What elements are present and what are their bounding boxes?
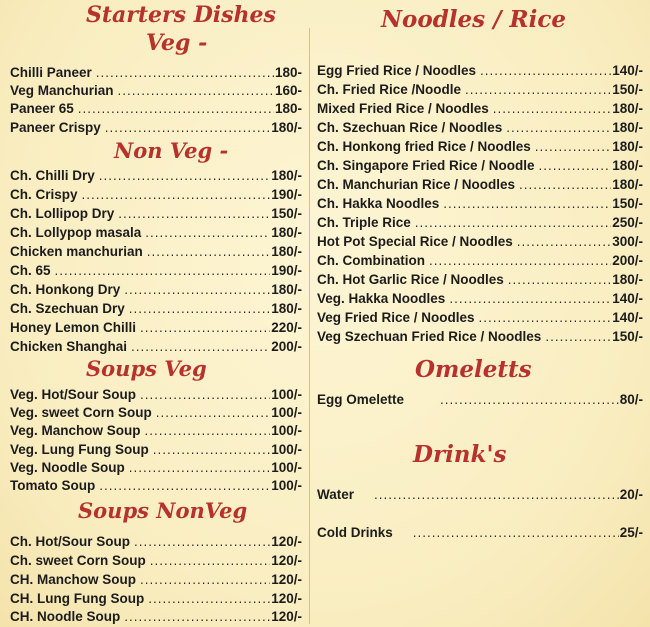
item-name: Ch. Manchurian Rice / Noodles — [317, 177, 516, 192]
item-price: 100/- — [271, 460, 302, 475]
item-price: 160- — [274, 83, 302, 98]
menu-item — [10, 205, 302, 222]
item-price: 180/- — [612, 101, 643, 116]
item-price: 190/- — [271, 263, 302, 278]
item-name: Hot Pot Special Rice / Noodles — [317, 234, 513, 249]
menu-item — [10, 82, 302, 99]
menu-item — [317, 252, 643, 269]
menu-item — [317, 119, 643, 136]
menu-item — [10, 404, 302, 421]
item-price: 180/- — [612, 139, 643, 154]
item-price: 180/- — [271, 301, 302, 316]
item-name: Ch. Hot/Sour Soup — [10, 534, 130, 549]
item-name: Egg Omelette — [317, 392, 405, 407]
item-name: Ch. Szechuan Dry — [10, 301, 125, 316]
menu-item — [10, 422, 302, 439]
menu-item — [10, 590, 302, 607]
item-name: Veg. Noodle Soup — [10, 460, 125, 475]
menu-item — [10, 477, 302, 494]
dot-leader — [99, 167, 270, 184]
item-name: Veg Szechuan Fried Rice / Noodles — [317, 329, 542, 344]
dot-leader — [129, 300, 270, 317]
dot-leader — [140, 571, 270, 588]
item-price: 180/- — [271, 282, 302, 297]
item-name: Veg Manchurian — [10, 83, 114, 98]
dot-leader — [517, 233, 611, 250]
dot-leader — [134, 533, 270, 550]
item-name: Chicken manchurian — [10, 244, 143, 259]
item-name: Egg Fried Rice / Noodles — [317, 63, 477, 78]
item-price: 100/- — [271, 478, 302, 493]
dot-leader — [140, 319, 270, 336]
dot-leader — [118, 205, 270, 222]
menu-item — [317, 271, 643, 288]
item-name: Ch. Combination — [317, 253, 425, 268]
item-name: CH. Manchow Soup — [10, 572, 136, 587]
menu-item — [10, 533, 302, 550]
item-name: Veg. Lung Fung Soup — [10, 442, 149, 457]
item-name: Veg. Manchow Soup — [10, 423, 141, 438]
dot-leader — [124, 608, 270, 625]
item-price: 180/- — [271, 168, 302, 183]
item-name: Paneer 65 — [10, 101, 74, 116]
item-price: 220/- — [271, 320, 302, 335]
item-price: 150/- — [271, 206, 302, 221]
menu-item — [317, 328, 643, 345]
menu-item — [10, 300, 302, 317]
dot-leader — [156, 404, 270, 421]
dot-leader — [508, 271, 611, 288]
menu-item — [10, 262, 302, 279]
menu-item — [10, 441, 302, 458]
menu-item — [317, 195, 643, 212]
item-name: Ch. sweet Corn Soup — [10, 553, 146, 568]
dot-leader — [506, 119, 611, 136]
item-name: Paneer Crispy — [10, 120, 101, 135]
starters-dishes-heading: Starters Dishes — [86, 2, 276, 28]
dot-leader — [82, 186, 271, 203]
item-price: 100/- — [271, 405, 302, 420]
menu-item — [10, 224, 302, 241]
dot-leader — [429, 252, 611, 269]
menu-item — [317, 309, 643, 326]
dot-leader — [545, 328, 611, 345]
item-name: Ch. Honkong fried Rice / Noodles — [317, 139, 531, 154]
item-price: 120/- — [271, 572, 302, 587]
dot-leader — [443, 195, 611, 212]
item-name: Ch. 65 — [10, 263, 51, 278]
item-name: Ch. Honkong Dry — [10, 282, 121, 297]
dot-leader — [449, 290, 611, 307]
item-price: 200/- — [271, 339, 302, 354]
dot-leader — [465, 81, 611, 98]
menu-item — [317, 524, 643, 541]
dot-leader — [150, 552, 270, 569]
menu-item — [10, 64, 302, 81]
item-name: Ch. Hot Garlic Rice / Noodles — [317, 272, 504, 287]
item-name: Ch. Szechuan Rice / Noodles — [317, 120, 503, 135]
item-name: Veg. sweet Corn Soup — [10, 405, 152, 420]
menu-item — [317, 290, 643, 307]
menu-item — [317, 138, 643, 155]
veg-heading: Veg - — [146, 30, 208, 56]
menu-item — [317, 176, 643, 193]
dot-leader — [479, 309, 612, 326]
item-price: 180- — [274, 65, 302, 80]
dot-leader — [519, 176, 611, 193]
item-price: 150/- — [612, 196, 643, 211]
item-name: Veg. Hot/Sour Soup — [10, 387, 137, 402]
menu-item — [10, 281, 302, 298]
item-price: 120/- — [271, 534, 302, 549]
dot-leader — [105, 119, 270, 136]
menu-item — [317, 81, 643, 98]
item-price: 250/- — [612, 215, 643, 230]
menu-item — [10, 100, 302, 117]
item-name: Ch. Chilli Dry — [10, 168, 95, 183]
menu-item — [10, 571, 302, 588]
item-price: 200/- — [612, 253, 643, 268]
item-name: CH. Noodle Soup — [10, 609, 121, 624]
dot-leader — [140, 386, 270, 403]
dot-leader — [99, 477, 270, 494]
menu-item — [317, 233, 643, 250]
item-price: 120/- — [271, 609, 302, 624]
dot-leader — [413, 524, 619, 541]
item-name: Ch. Lollypop masala — [10, 225, 142, 240]
menu-item — [10, 243, 302, 260]
dot-leader — [145, 422, 271, 439]
item-price: 150/- — [612, 329, 643, 344]
menu-item — [10, 608, 302, 625]
item-name: Honey Lemon Chilli — [10, 320, 137, 335]
dot-leader — [131, 338, 270, 355]
item-name: Ch. Singapore Fried Rice / Noodle — [317, 158, 535, 173]
item-price: 140/- — [612, 63, 643, 78]
item-name: Ch. Crispy — [10, 187, 78, 202]
omeletts-heading: Omeletts — [415, 356, 532, 383]
dot-leader — [148, 590, 270, 607]
item-price: 190/- — [271, 187, 302, 202]
menu-item — [10, 167, 302, 184]
dot-leader — [493, 100, 611, 117]
item-price: 100/- — [271, 423, 302, 438]
item-name: Tomato Soup — [10, 478, 96, 493]
menu-item — [317, 486, 643, 503]
dot-leader — [539, 157, 612, 174]
menu-item — [10, 186, 302, 203]
item-name: Water — [317, 487, 355, 502]
menu-item — [10, 319, 302, 336]
dot-leader — [124, 281, 270, 298]
item-price: 150/- — [612, 82, 643, 97]
item-name: Ch. Triple Rice — [317, 215, 411, 230]
non-veg-heading: Non Veg - — [114, 138, 229, 163]
dot-leader — [118, 82, 274, 99]
item-price: 180/- — [271, 120, 302, 135]
dot-leader — [374, 486, 619, 503]
noodles-rice-heading: Noodles / Rice — [381, 6, 567, 33]
item-price: 100/- — [271, 387, 302, 402]
item-name: Chilli Paneer — [10, 65, 92, 80]
item-name: Cold Drinks — [317, 525, 393, 540]
dot-leader — [55, 262, 271, 279]
dot-leader — [480, 62, 611, 79]
menu-item — [317, 391, 643, 408]
item-name: Veg. Hakka Noodles — [317, 291, 446, 306]
item-price: 120/- — [271, 553, 302, 568]
item-name: Mixed Fried Rice / Noodles — [317, 101, 489, 116]
dot-leader — [145, 224, 270, 241]
item-price: 180/- — [612, 120, 643, 135]
menu-item — [317, 62, 643, 79]
dot-leader — [147, 243, 270, 260]
item-price: 120/- — [271, 591, 302, 606]
dot-leader — [129, 459, 270, 476]
item-name: Ch. Lollipop Dry — [10, 206, 115, 221]
menu-item — [10, 119, 302, 136]
item-price: 100/- — [271, 442, 302, 457]
dot-leader — [415, 214, 611, 231]
item-name: CH. Lung Fung Soup — [10, 591, 145, 606]
item-price: 140/- — [612, 291, 643, 306]
item-name: Ch. Hakka Noodles — [317, 196, 440, 211]
dot-leader — [535, 138, 611, 155]
item-price: 300/- — [612, 234, 643, 249]
item-price: 180/- — [612, 272, 643, 287]
drinks-heading: Drink's — [413, 441, 507, 468]
menu-item — [317, 157, 643, 174]
item-price: 180/- — [271, 225, 302, 240]
dot-leader — [96, 64, 274, 81]
item-price: 140/- — [612, 310, 643, 325]
item-name: Ch. Fried Rice /Noodle — [317, 82, 462, 97]
item-price: 180/- — [612, 177, 643, 192]
dot-leader — [78, 100, 274, 117]
menu-item — [10, 386, 302, 403]
dot-leader — [440, 391, 619, 408]
item-price: 180/- — [612, 158, 643, 173]
menu-item — [10, 459, 302, 476]
menu-item — [317, 100, 643, 117]
menu-item — [317, 214, 643, 231]
dot-leader — [153, 441, 270, 458]
menu-item — [10, 552, 302, 569]
item-price: 180- — [274, 101, 302, 116]
item-price: 20/- — [619, 487, 643, 502]
menu-item — [10, 338, 302, 355]
item-price: 80/- — [619, 392, 643, 407]
column-divider — [309, 28, 310, 624]
item-name: Chicken Shanghai — [10, 339, 128, 354]
soups-nonveg-heading: Soups NonVeg — [78, 498, 248, 523]
item-price: 180/- — [271, 244, 302, 259]
item-price: 25/- — [619, 525, 643, 540]
item-name: Veg Fried Rice / Noodles — [317, 310, 475, 325]
soups-veg-heading: Soups Veg — [86, 356, 207, 381]
